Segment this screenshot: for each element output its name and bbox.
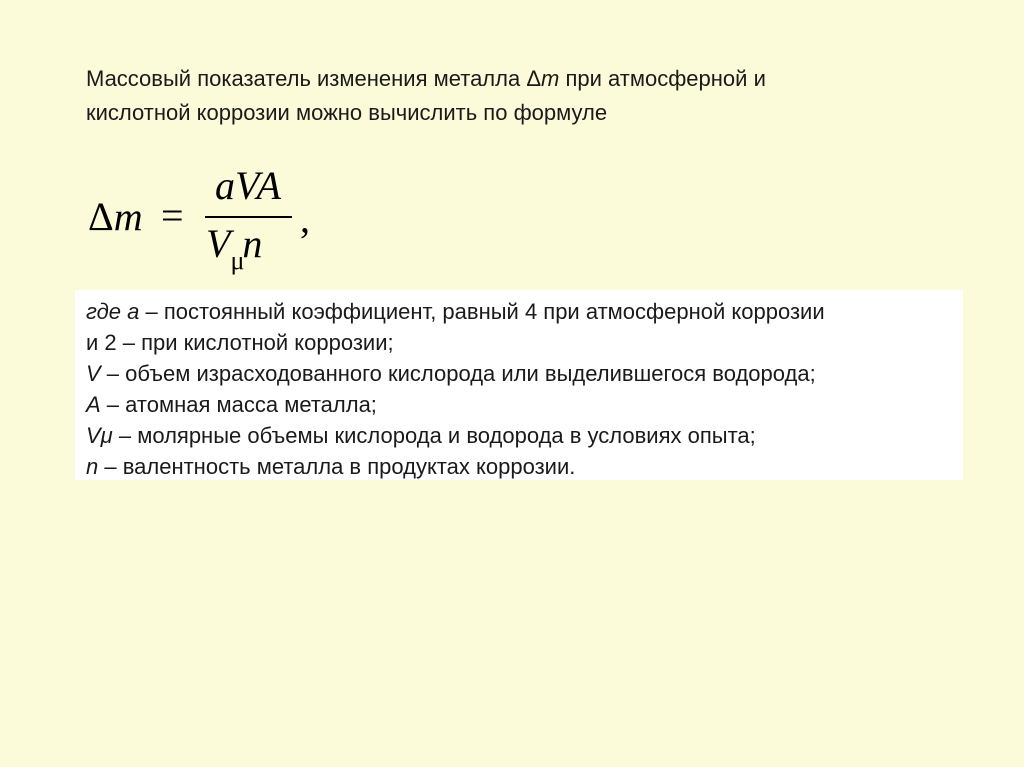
definition-text: – молярные объемы кислорода и водорода в условиях опыта; xyxy=(112,423,756,448)
definition-term: A xyxy=(86,392,101,417)
definition-term: где а xyxy=(86,299,140,324)
formula-numerator: aVA xyxy=(215,163,281,208)
definition-text: – объем израсходованного кислорода или выделившегося водорода; xyxy=(100,361,816,386)
intro-text-before: Массовый показатель изменения металла Δ xyxy=(86,66,542,91)
intro-paragraph xyxy=(86,62,946,130)
formula-denominator xyxy=(206,220,264,275)
definition-text: и 2 – при кислотной коррозии; xyxy=(86,330,394,355)
definition-text: – атомная масса металла; xyxy=(100,392,377,417)
formula-equals: = xyxy=(161,193,184,238)
intro-line-1 xyxy=(86,62,946,96)
definition-row xyxy=(86,296,963,327)
definition-row xyxy=(86,327,963,358)
definition-text: – валентность металла в продуктах коррозии. xyxy=(98,454,576,479)
formula-lhs xyxy=(88,193,143,240)
formula-fraction-bar xyxy=(205,216,292,218)
intro-line-2: кислотной коррозии можно вычислить по формуле xyxy=(86,100,608,125)
intro-text-after: при атмосферной и xyxy=(559,66,766,91)
formula-delta: Δ xyxy=(88,194,114,239)
definition-text: – постоянный коэффициент, равный 4 при атмосферной коррозии xyxy=(139,299,825,324)
definitions-box xyxy=(75,290,963,480)
definition-row xyxy=(86,420,963,451)
formula-den-var: V xyxy=(206,221,231,266)
formula-den-sub: μ xyxy=(230,246,245,275)
formula-comma: , xyxy=(300,196,310,241)
definition-term: V xyxy=(86,361,101,386)
formula xyxy=(88,160,328,280)
formula-lhs-var: m xyxy=(113,194,143,239)
formula-den-n: n xyxy=(242,221,263,266)
definition-row xyxy=(86,451,963,482)
definition-row xyxy=(86,389,963,420)
intro-var-m: m xyxy=(541,66,560,91)
definition-term: Vμ xyxy=(86,423,113,448)
definition-row xyxy=(86,358,963,389)
definition-term: n xyxy=(86,454,99,479)
